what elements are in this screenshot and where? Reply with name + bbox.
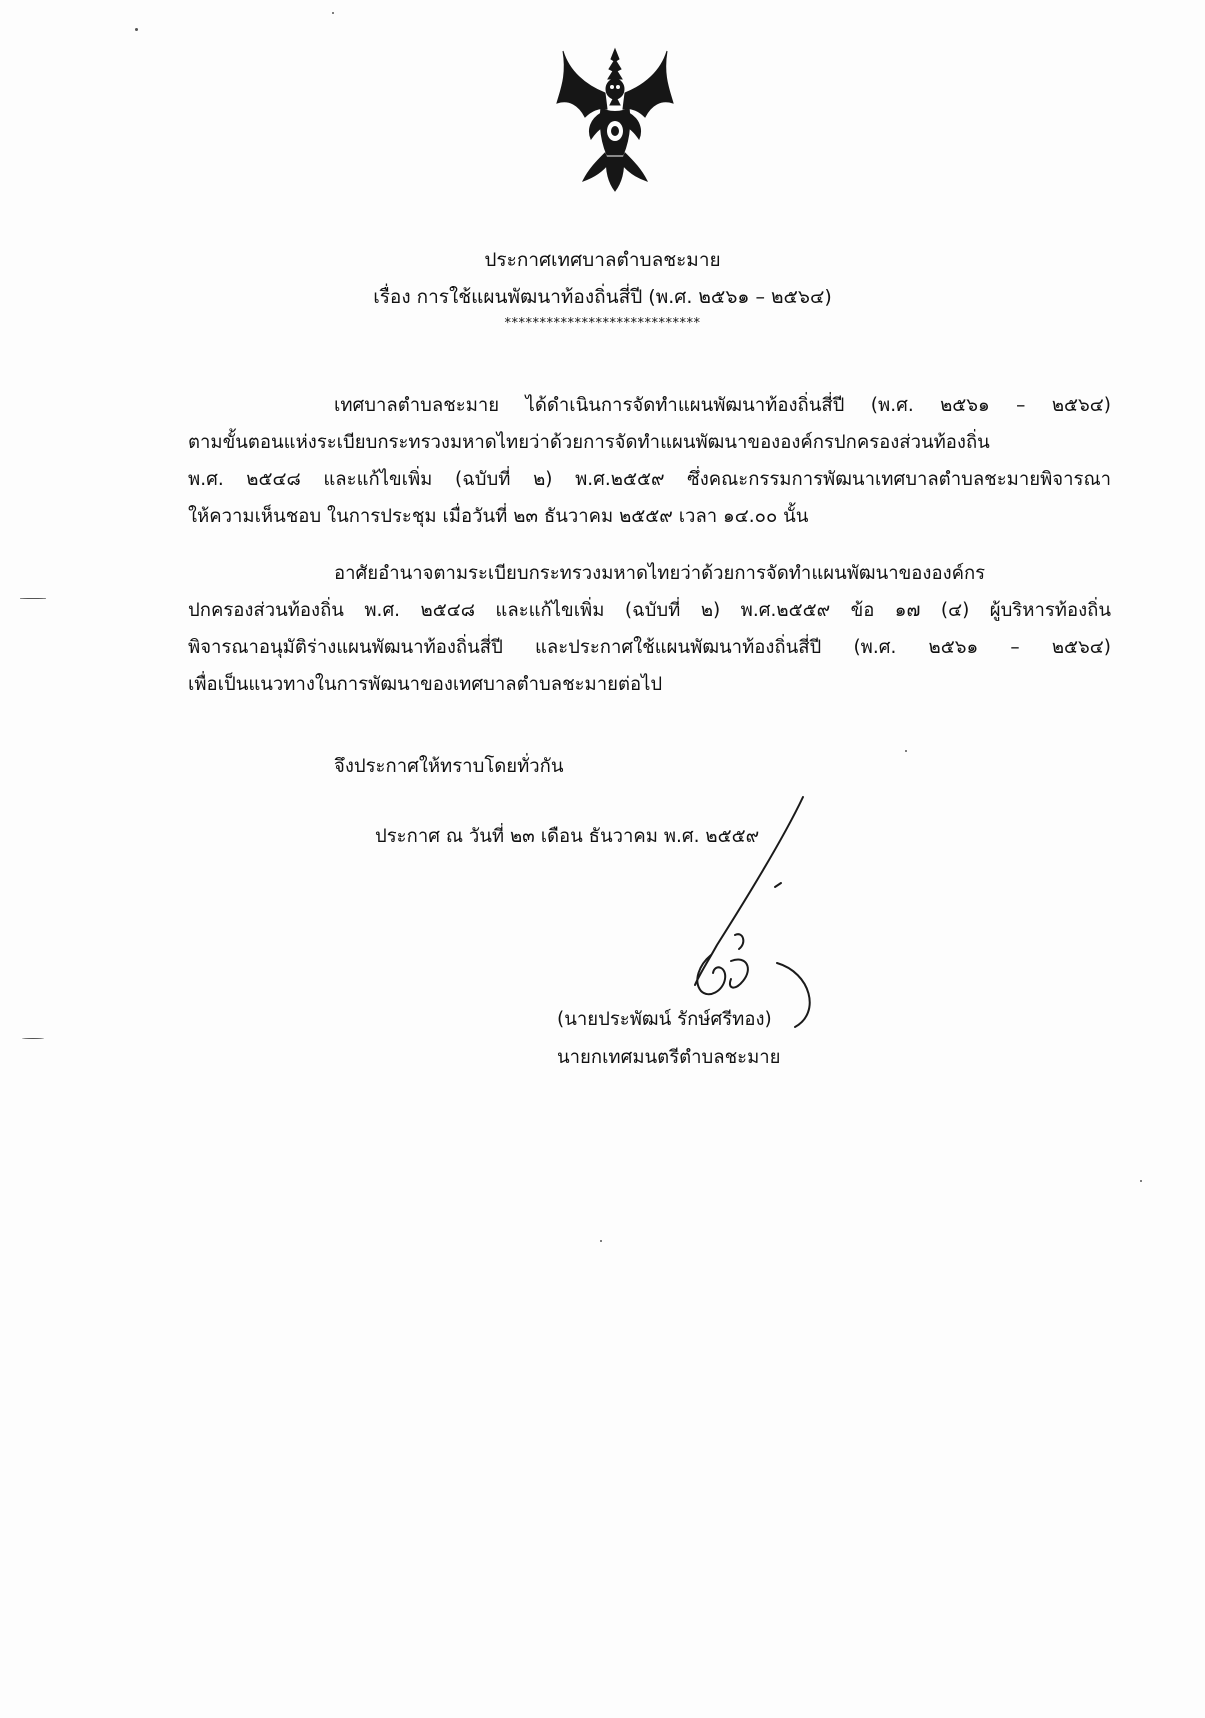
scan-speck xyxy=(22,1038,44,1039)
separator-line: **************************** xyxy=(504,316,701,331)
signer-position: นายกเทศมนตรีตำบลชะมาย xyxy=(557,1047,781,1068)
paragraph-2 xyxy=(188,555,1111,703)
scan-speck xyxy=(20,598,46,599)
paragraph-1 xyxy=(188,387,1111,535)
announcement-title: ประกาศเทศบาลตำบลชะมาย xyxy=(484,249,721,271)
scan-speck xyxy=(135,28,138,31)
paragraph-line: เพื่อเป็นแนวทางในการพัฒนาของเทศบาลตำบลชะมายต่อไป xyxy=(188,674,663,695)
announcement-date: ประกาศ ณ วันที่ ๒๓ เดือน ธันวาคม พ.ศ. ๒๕๕๙ xyxy=(375,826,760,847)
paragraph-line: เทศบาลตำบลชะมาย ได้ดำเนินการจัดทำแผนพัฒนาท้องถิ่นสี่ปี (พ.ศ. ๒๕๖๑ – ๒๕๖๔) xyxy=(334,395,1111,416)
scan-speck xyxy=(600,1240,602,1242)
paragraph-line: พิจารณาอนุมัติร่างแผนพัฒนาท้องถิ่นสี่ปี และประกาศใช้แผนพัฒนาท้องถิ่นสี่ปี (พ.ศ. ๒๕๖๑ – ๒๕๖๔) xyxy=(188,637,1111,658)
announcement-subject: เรื่อง การใช้แผนพัฒนาท้องถิ่นสี่ปี (พ.ศ. ๒๕๖๑ – ๒๕๖๔) xyxy=(373,286,832,308)
scan-speck xyxy=(1140,1180,1142,1182)
garuda-emblem-icon xyxy=(555,45,675,195)
paragraph-line: ให้ความเห็นชอบ ในการประชุม เมื่อวันที่ ๒๓ ธันวาคม ๒๕๕๙ เวลา ๑๔.๐๐ นั้น xyxy=(188,506,809,527)
scan-speck xyxy=(332,12,334,14)
closing-statement: จึงประกาศให้ทราบโดยทั่วกัน xyxy=(334,756,564,777)
handwritten-signature-icon xyxy=(635,795,835,1030)
paragraph-line: ปกครองส่วนท้องถิ่น พ.ศ. ๒๕๔๘ และแก้ไขเพิ่ม (ฉบับที่ ๒) พ.ศ.๒๕๕๙ ข้อ ๑๗ (๔) ผู้บริหารท้องถิ่น xyxy=(188,600,1111,621)
scan-speck xyxy=(905,750,907,752)
paragraph-line: ตามขั้นตอนแห่งระเบียบกระทรวงมหาดไทยว่าด้วยการจัดทำแผนพัฒนาขององค์กรปกครองส่วนท้องถิ่น xyxy=(188,432,990,453)
signer-name: (นายประพัฒน์ รักษ์ศรีทอง) xyxy=(557,1009,772,1030)
paragraph-line: อาศัยอำนาจตามระเบียบกระทรวงมหาดไทยว่าด้วยการจัดทำแผนพัฒนาขององค์กร xyxy=(334,563,986,584)
paragraph-line: พ.ศ. ๒๕๔๘ และแก้ไขเพิ่ม (ฉบับที่ ๒) พ.ศ.๒๕๕๙ ซึ่งคณะกรรมการพัฒนาเทศบาลตำบลชะมายพิจารณา xyxy=(188,469,1111,490)
